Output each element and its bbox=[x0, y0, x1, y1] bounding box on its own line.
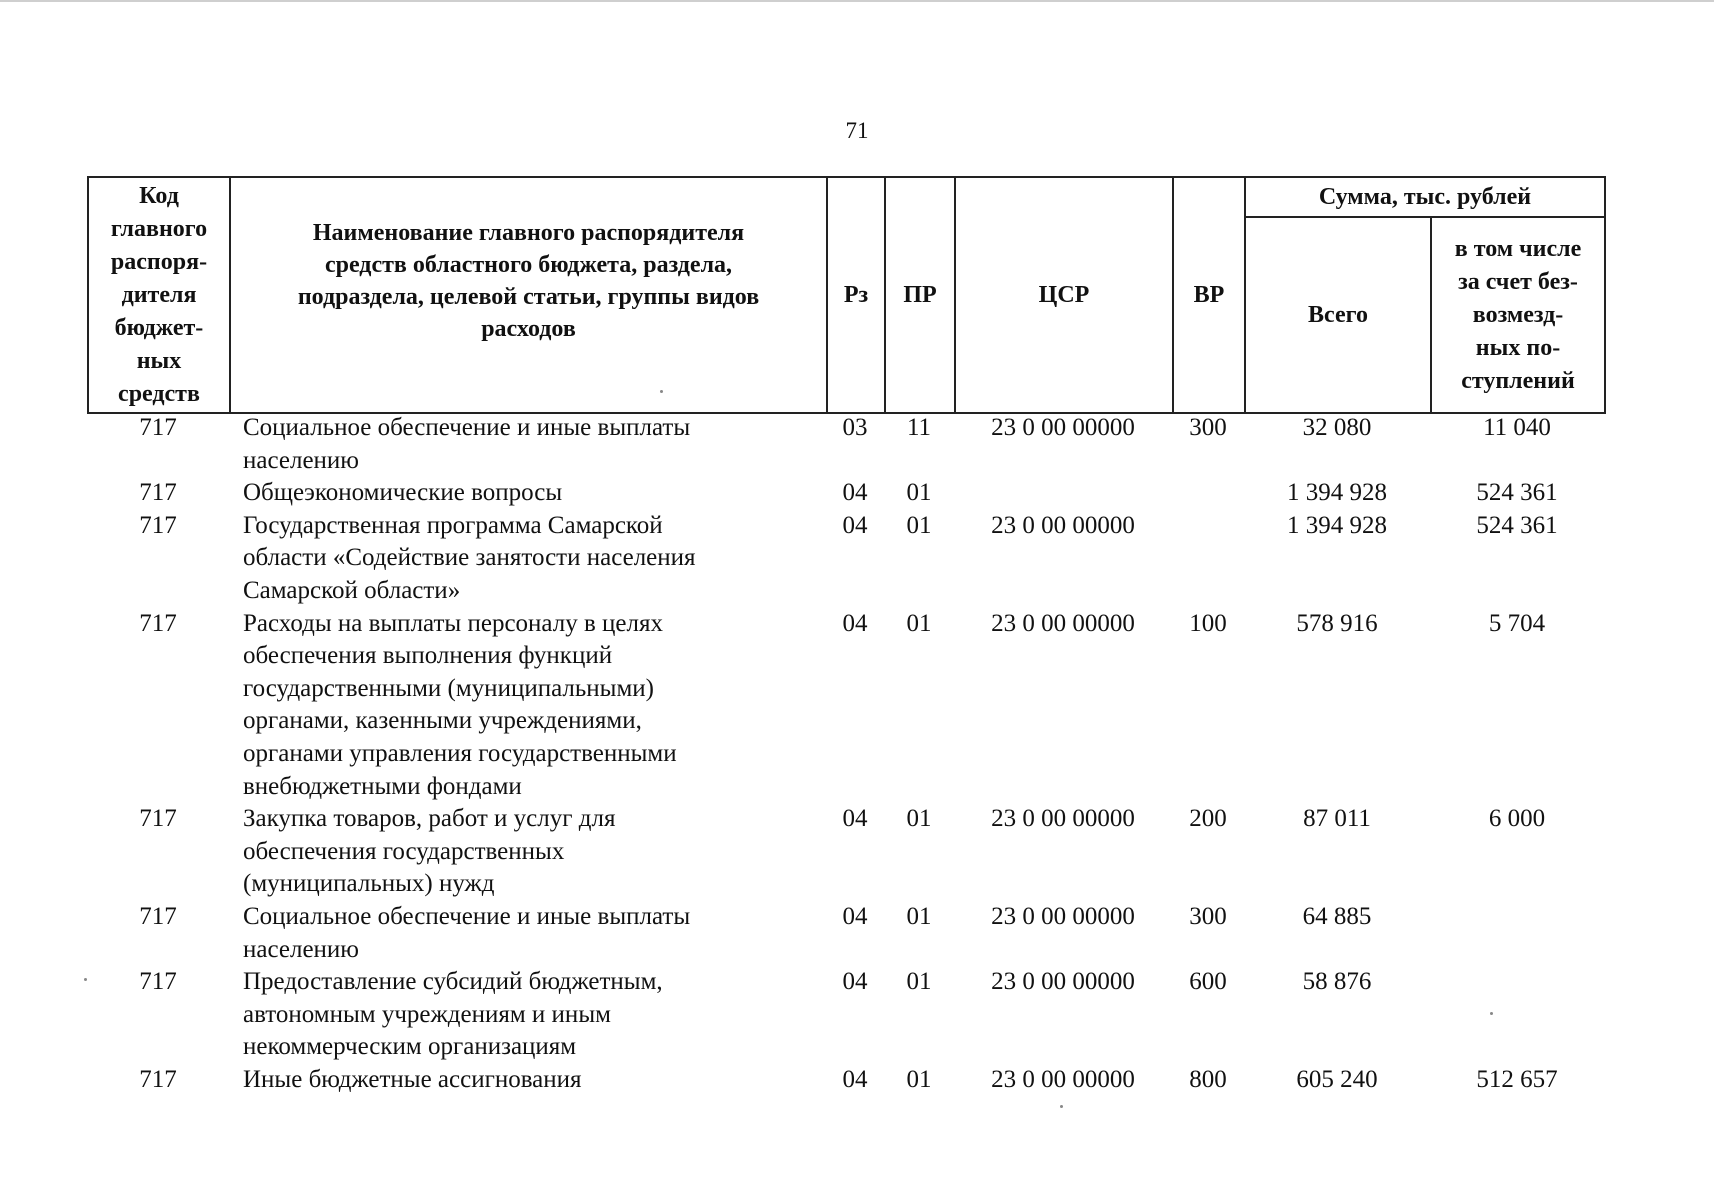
cell-code: 717 bbox=[139, 609, 177, 637]
table-row bbox=[87, 510, 1604, 608]
cell-vr: 600 bbox=[1189, 968, 1227, 996]
cell-name: Социальное обеспечение и иные выплаты населению bbox=[243, 414, 691, 474]
cell-csr bbox=[954, 477, 1172, 510]
cell-vr: 300 bbox=[1189, 902, 1227, 930]
cell-code: 717 bbox=[139, 414, 177, 441]
cell-total: 605 240 bbox=[1296, 1065, 1378, 1093]
cell-pr: 01 bbox=[906, 805, 932, 833]
cell-total: 64 885 bbox=[1302, 902, 1372, 930]
cell-code: 717 bbox=[139, 902, 177, 930]
table-row bbox=[87, 966, 1604, 1064]
cell-vr: 800 bbox=[1189, 1065, 1227, 1093]
cell-vr bbox=[1172, 510, 1244, 608]
table-row bbox=[87, 1064, 1604, 1097]
cell-vr bbox=[1172, 477, 1244, 510]
cell-code: 717 bbox=[139, 968, 177, 996]
header-name: Наименование главного распорядителя средств областного бюджета, раздела, подраздела, целевой статьи, группы видов расходов bbox=[230, 177, 827, 413]
cell-name: Иные бюджетные ассигнования bbox=[243, 1065, 582, 1093]
table-row bbox=[87, 477, 1604, 510]
table-row bbox=[87, 901, 1604, 966]
cell-pr: 01 bbox=[906, 968, 932, 996]
cell-pr: 01 bbox=[906, 479, 932, 507]
cell-csr: 23 0 00 00000 bbox=[991, 609, 1135, 637]
cell-name: Государственная программа Самарской области «Содействие занятости населения Самарской области» bbox=[243, 511, 696, 604]
cell-free: 11 040 bbox=[1483, 414, 1551, 441]
cell-csr: 23 0 00 00000 bbox=[991, 1065, 1135, 1093]
cell-rz: 04 bbox=[842, 902, 868, 930]
cell-free: 5 704 bbox=[1488, 609, 1546, 637]
cell-code: 717 bbox=[139, 805, 177, 833]
cell-total: 1 394 928 bbox=[1287, 479, 1387, 507]
table-row bbox=[87, 608, 1604, 804]
cell-free bbox=[1430, 966, 1604, 1064]
cell-total: 32 080 bbox=[1302, 414, 1372, 441]
cell-rz: 04 bbox=[842, 805, 868, 833]
cell-rz: 04 bbox=[842, 479, 868, 507]
page-number: 71 bbox=[845, 118, 869, 143]
scan-speck bbox=[84, 978, 87, 981]
cell-name: Предоставление субсидий бюджетным, автономным учреждениям и иным некоммерческим организациям bbox=[243, 968, 663, 1061]
cell-csr: 23 0 00 00000 bbox=[991, 414, 1135, 441]
cell-name: Общеэкономические вопросы bbox=[243, 479, 563, 507]
scan-speck bbox=[660, 390, 663, 393]
cell-vr: 200 bbox=[1189, 805, 1227, 833]
cell-rz: 04 bbox=[842, 1065, 868, 1093]
cell-free bbox=[1430, 901, 1604, 966]
header-total: Всего bbox=[1245, 217, 1431, 413]
cell-free: 524 361 bbox=[1476, 479, 1558, 507]
cell-code: 717 bbox=[139, 511, 177, 539]
scan-speck bbox=[1060, 1105, 1063, 1108]
cell-pr: 01 bbox=[906, 902, 932, 930]
cell-total: 58 876 bbox=[1302, 968, 1372, 996]
cell-free: 524 361 bbox=[1476, 511, 1558, 539]
cell-rz: 04 bbox=[842, 511, 868, 539]
cell-pr: 01 bbox=[906, 609, 932, 637]
cell-csr: 23 0 00 00000 bbox=[991, 902, 1135, 930]
cell-csr: 23 0 00 00000 bbox=[991, 511, 1135, 539]
page-edge bbox=[0, 0, 1714, 2]
header-code: Код главного распоря- дителя бюджет- ных средств bbox=[88, 177, 230, 413]
table-header bbox=[87, 176, 1606, 414]
header-free: в том числе за счет без- возмезд- ных по- ступлений bbox=[1431, 217, 1605, 413]
cell-pr: 01 bbox=[906, 511, 932, 539]
cell-name: Расходы на выплаты персоналу в целях обеспечения выполнения функций государственными (муниципальными) органами, казенными учреждениями, органами управления государственными внебюджетными фондами bbox=[243, 609, 677, 800]
cell-vr: 100 bbox=[1189, 609, 1227, 637]
cell-rz: 03 bbox=[842, 414, 868, 441]
header-csr: ЦСР bbox=[955, 177, 1173, 413]
cell-code: 717 bbox=[139, 479, 177, 507]
cell-pr: 01 bbox=[906, 1065, 932, 1093]
cell-rz: 04 bbox=[842, 609, 868, 637]
header-vr: ВР bbox=[1173, 177, 1245, 413]
cell-rz: 04 bbox=[842, 968, 868, 996]
table-row bbox=[87, 803, 1604, 901]
cell-total: 578 916 bbox=[1296, 609, 1378, 637]
cell-vr: 300 bbox=[1189, 414, 1227, 441]
table-row bbox=[87, 412, 1604, 477]
cell-free: 6 000 bbox=[1488, 805, 1546, 833]
cell-name: Социальное обеспечение и иные выплаты населению bbox=[243, 902, 691, 963]
header-rz: Рз bbox=[827, 177, 885, 413]
header-sum-group: Сумма, тыс. рублей bbox=[1245, 177, 1605, 217]
cell-name: Закупка товаров, работ и услуг для обеспечения государственных (муниципальных) нужд bbox=[243, 805, 616, 898]
cell-code: 717 bbox=[139, 1065, 177, 1093]
header-pr: ПР bbox=[885, 177, 955, 413]
scan-speck bbox=[1490, 1012, 1493, 1015]
cell-free: 512 657 bbox=[1476, 1065, 1558, 1093]
cell-csr: 23 0 00 00000 bbox=[991, 805, 1135, 833]
cell-total: 1 394 928 bbox=[1287, 511, 1387, 539]
table-body bbox=[87, 412, 1604, 1096]
cell-csr: 23 0 00 00000 bbox=[991, 968, 1135, 996]
cell-total: 87 011 bbox=[1303, 805, 1371, 833]
cell-pr: 11 bbox=[906, 414, 932, 441]
